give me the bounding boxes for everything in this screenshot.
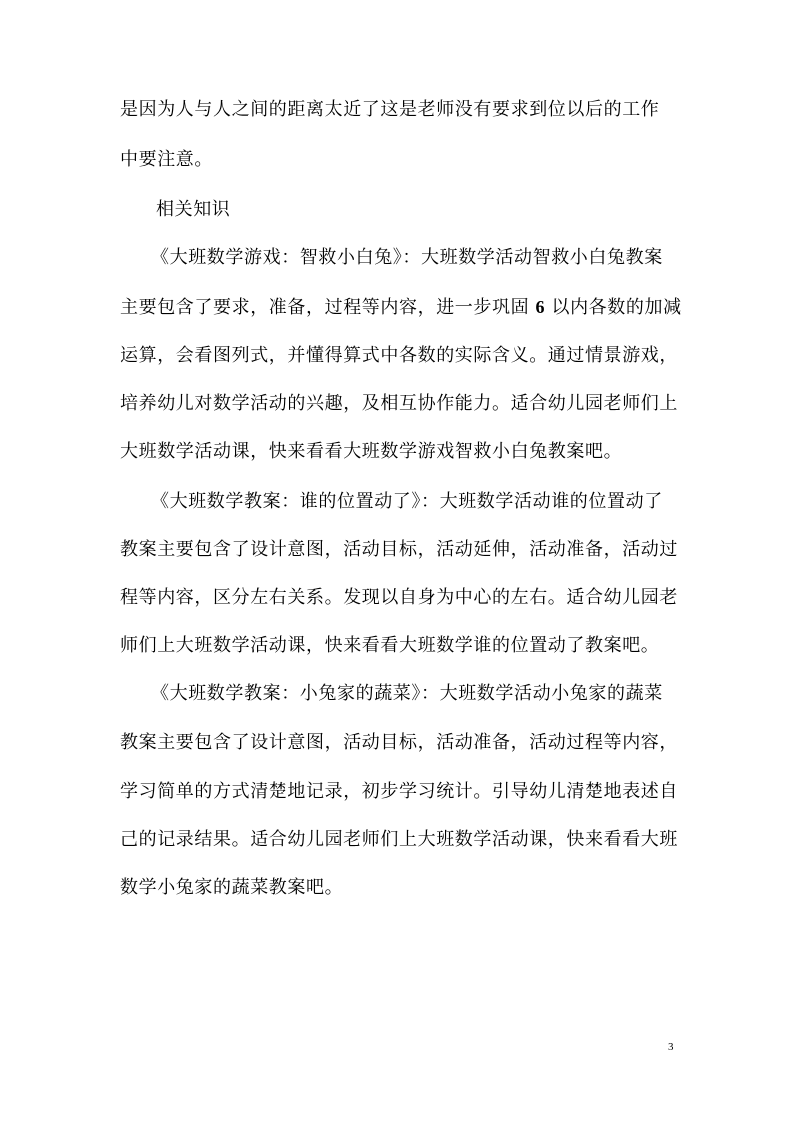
text-line-6: 培养幼儿对数学活动的兴趣，及相互协作能力。适合幼儿园老师们上 [120,393,678,414]
page-number: 3 [668,1041,674,1053]
text-line-12: 《大班数学教案：小兔家的蔬菜》：大班数学活动小兔家的蔬菜 [151,683,663,704]
text-line-14: 学习简单的方式清楚地记录，初步学习统计。引导幼儿清楚地表述自 [120,781,678,802]
text-line-13: 教案主要包含了设计意图，活动目标，活动准备，活动过程等内容， [120,732,678,753]
number-six: 6 [535,297,546,317]
text-line-4-part-b: 以内各数的加减 [551,297,682,318]
text-line-2: 中要注意。 [120,149,213,170]
text-line-15: 己的记录结果。适合幼儿园老师们上大班数学活动课，快来看看大班 [120,829,678,850]
text-line-8: 《大班数学教案：谁的位置动了》：大班数学活动谁的位置动了 [151,491,663,512]
text-line-5: 运算，会看图列式，并懂得算式中各数的实际含义。通过情景游戏， [120,345,678,366]
text-line-3: 《大班数学游戏：智救小白兔》：大班数学活动智救小白兔教案 [151,247,663,268]
text-line-7: 大班数学活动课，快来看看大班数学游戏智救小白兔教案吧。 [120,441,623,462]
section-heading: 相关知识 [156,199,231,220]
text-line-1: 是因为人与人之间的距离太近了这是老师没有要求到位以后的工作 [120,99,660,120]
text-line-4-part-a: 主要包含了要求，准备，过程等内容，进一步巩固 [120,297,530,318]
text-line-4 [120,295,682,320]
text-line-9: 教案主要包含了设计意图，活动目标，活动延伸，活动准备，活动过 [120,539,678,560]
text-line-10: 程等内容，区分左右关系。发现以自身为中心的左右。适合幼儿园老 [120,587,678,608]
text-line-11: 师们上大班数学活动课，快来看看大班数学谁的位置动了教案吧。 [120,635,660,656]
text-line-16: 数学小兔家的蔬菜教案吧。 [120,877,344,898]
